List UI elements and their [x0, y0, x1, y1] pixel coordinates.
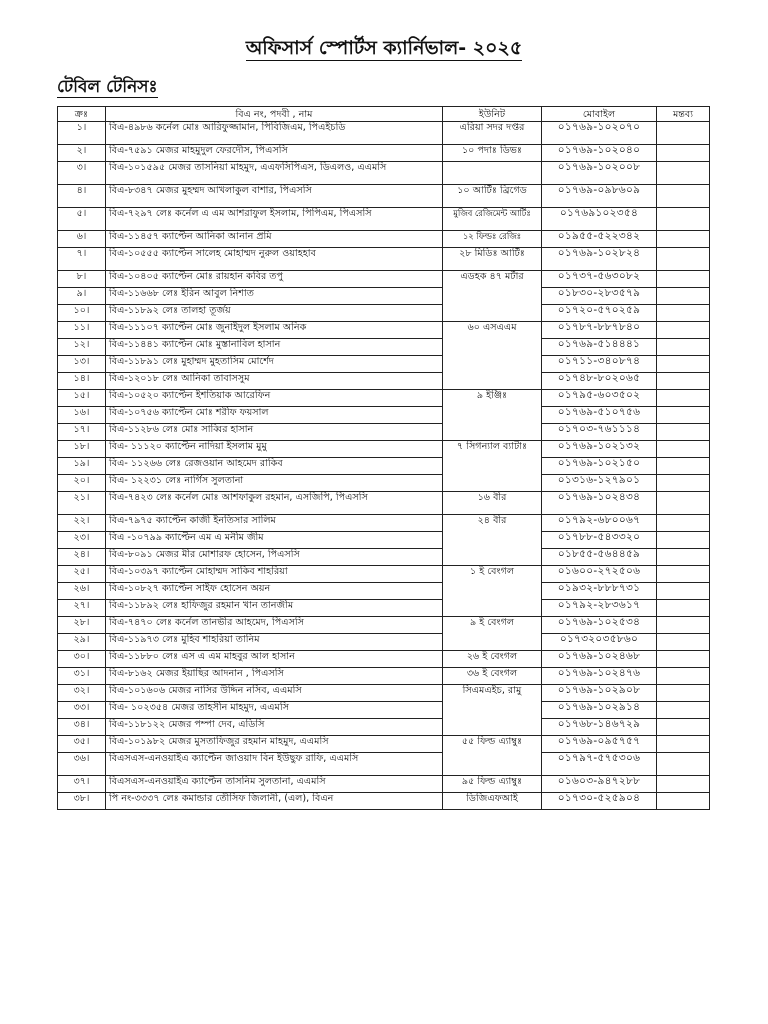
remark-cell [657, 566, 710, 583]
remark-cell [657, 776, 710, 793]
serial-cell: ৩৪। [58, 719, 106, 736]
name-cell: বিএসএস-এনওয়াইএ ক্যাপ্টেন জাওয়াদ বিন ইউছুফ রাফি, এএমসি [106, 753, 443, 776]
participants-table [57, 106, 710, 810]
mobile-cell: ০১৭৬৯-১০২৯১৪ [542, 702, 657, 719]
name-cell: বিএ-১০১৬০৬ মেজর নাসির উদ্দিন নসিব, এএমসি [106, 685, 443, 702]
unit-cell: ১ ই বেংগল [443, 566, 542, 617]
table-row [58, 753, 710, 776]
serial-cell: ১৮। [58, 441, 106, 458]
name-cell: বিএ-৮৩৪৭ মেজর মুহম্মদ আখলাকুল বাশার, পিএসসি [106, 185, 443, 208]
serial-cell: ১৭। [58, 424, 106, 441]
unit-cell: ৯ ই বেংগল [443, 617, 542, 651]
serial-cell: ৪। [58, 185, 106, 208]
table-row [58, 271, 710, 288]
name-cell: বিএ-১১৮৯২ লেঃ তালহা তূর্জয় [106, 305, 443, 322]
mobile-cell: ০১৭৬৯-১০২৪৬৮ [542, 651, 657, 668]
unit-cell: ১২ ফিল্ডঃ রেজিঃ [443, 231, 542, 248]
unit-cell: ১৬ বীর [443, 492, 542, 515]
name-cell: বিএ -১০৭৯৯ ক্যাপ্টেন এম এ মনীম জীম [106, 532, 443, 549]
table-row [58, 492, 710, 515]
name-cell: বিএ- ১২২৩১ লেঃ নার্গিস সুলতানা [106, 475, 443, 492]
mobile-cell: ০১৭৮৭-৮৮৭৮৪০ [542, 322, 657, 339]
name-cell: বিএ-১০১৯৮২ মেজর মুসতাফিজুর রহমান মাহমুদ, এএমসি [106, 736, 443, 753]
serial-cell: ১। [58, 122, 106, 145]
table-row [58, 288, 710, 305]
name-cell: বিএ-১১৪৫৭ ক্যাপ্টেন আনিকা আনান প্রমি [106, 231, 443, 248]
table-row [58, 339, 710, 356]
mobile-cell: ০১৭৬৮-১৪৬৭২৯ [542, 719, 657, 736]
serial-cell: ৯। [58, 288, 106, 305]
table-row [58, 634, 710, 651]
remark-cell [657, 532, 710, 549]
table-row [58, 532, 710, 549]
remark-cell [657, 583, 710, 600]
table-row [58, 702, 710, 719]
table-row [58, 441, 710, 458]
mobile-cell: ০১৬০৩-৯৪৭২৮৮ [542, 776, 657, 793]
table-row [58, 668, 710, 685]
mobile-cell: ০১৭৬৯-১০২০৪০ [542, 145, 657, 162]
remark-cell [657, 288, 710, 305]
mobile-cell: ০১৭৯৫-৬০৩৫০২ [542, 390, 657, 407]
table-row [58, 373, 710, 390]
unit-cell: ১০ পদাঃ ডিভঃ [443, 145, 542, 162]
remark-cell [657, 322, 710, 339]
name-cell: বিএ-১০৫৫৫ ক্যাপ্টেন সালেহ মোহাম্মদ নুরুল ওয়াহহাব [106, 248, 443, 271]
remark-cell [657, 441, 710, 458]
serial-cell: ২১। [58, 492, 106, 515]
name-cell: বিএ-১০৮২৭ ক্যাপ্টেন সাইফ হোসেন অয়ন [106, 583, 443, 600]
remark-cell [657, 305, 710, 322]
unit-cell: ৯৫ ফিল্ড এ্যাম্বুঃ [443, 776, 542, 793]
mobile-cell: ০১৭৬৯-১০২৫৩৪ [542, 617, 657, 634]
table-row [58, 793, 710, 810]
name-cell: বিএ-১১৮১২২ মেজর পম্পা দেব, এডিসি [106, 719, 443, 736]
table-row [58, 685, 710, 702]
table-row [58, 356, 710, 373]
serial-cell: ১৯। [58, 458, 106, 475]
name-cell: বিএ-১০৪০৫ ক্যাপ্টেন মোঃ রায়হান কবির তপু [106, 271, 443, 288]
serial-cell: ২। [58, 145, 106, 162]
serial-cell: ২৪। [58, 549, 106, 566]
name-cell: বিএ-১১৮৯২ লেঃ হাফিজুর রহমান খান তানজীম [106, 600, 443, 617]
remark-cell [657, 162, 710, 185]
remark-cell [657, 492, 710, 515]
unit-cell: এডহক ৪৭ মর্টার [443, 271, 542, 322]
name-cell: বিএ-১১৯৭৩ লেঃ মুহিব শাহরিয়া তানিম [106, 634, 443, 651]
name-cell: বিএ- ১০২৩৫৪ মেজর তাহসীন মাহমুদ, এএমসি [106, 702, 443, 719]
header-mobile: মোবাইল [542, 107, 657, 122]
serial-cell: ২৫। [58, 566, 106, 583]
mobile-cell: ০১৭৬৯-১০২১৩২ [542, 441, 657, 458]
mobile-cell: ০১৭৬৯-১০২৯০৮ [542, 685, 657, 702]
remark-cell [657, 668, 710, 685]
table-row [58, 122, 710, 145]
serial-cell: ১২। [58, 339, 106, 356]
table-row [58, 600, 710, 617]
table-row [58, 515, 710, 532]
serial-cell: ৩৮। [58, 793, 106, 810]
unit-cell: ৬০ এসএএম [443, 322, 542, 390]
mobile-cell: ০১৭৬৯-৫১৪৪৪১ [542, 339, 657, 356]
name-cell: বিএ-১১৮৯১ লেঃ মুহাম্মদ মুহতাসিম মোর্শেদ [106, 356, 443, 373]
mobile-cell: ০১৭৩৭-৫৬৩০৮২ [542, 271, 657, 288]
table-row [58, 617, 710, 634]
mobile-cell: ০১৭৬৯-১০২৮২৪ [542, 248, 657, 271]
name-cell: বিএ-১০৩৯৭ ক্যাপ্টেন মোহাম্মদ সাকিব শাহরিয়া [106, 566, 443, 583]
serial-cell: ৩৬। [58, 753, 106, 776]
remark-cell [657, 600, 710, 617]
serial-cell: ২৩। [58, 532, 106, 549]
unit-cell: এরিয়া সদর দপ্তর [443, 122, 542, 145]
table-row [58, 776, 710, 793]
remark-cell [657, 549, 710, 566]
name-cell: বিএ-১১৪৪১ ক্যাপ্টেন মোঃ মুস্তানাবিল হাসান [106, 339, 443, 356]
mobile-cell: ০১৭৬৯১০২৩৫৪ [542, 208, 657, 231]
serial-cell: ২৯। [58, 634, 106, 651]
mobile-cell: ০১৭২০-৫৭০২৫৯ [542, 305, 657, 322]
mobile-cell: ০১৭৬৯-১০২০০৮ [542, 162, 657, 185]
unit-cell: মুজিব রেজিমেন্ট আর্টিঃ [443, 208, 542, 231]
mobile-cell: ০১৭৮৮-৫৪৩৩২০ [542, 532, 657, 549]
serial-cell: ১৬। [58, 407, 106, 424]
table-row [58, 407, 710, 424]
mobile-cell: ০১৭৯২-৬৮০০৬৭ [542, 515, 657, 532]
table-row [58, 162, 710, 185]
header-serial: ক্রঃ [58, 107, 106, 122]
name-cell: বিএ-১১৮৮০ লেঃ এস এ এম মাহবুর আল হাসান [106, 651, 443, 668]
mobile-cell: ০১৭৩২০৩৫৮৬০ [542, 634, 657, 651]
remark-cell [657, 685, 710, 702]
unit-cell: ২৪ বীর [443, 515, 542, 566]
name-cell: বিএ-১০৭৫৬ ক্যাপ্টেন মোঃ শরীফ ফয়সাল [106, 407, 443, 424]
mobile-cell: ০১৯৩২-৮৮৮৭৩১ [542, 583, 657, 600]
name-cell: বিএ-১০১৫৯৫ মেজর তাসনিয়া মাহমুদ, এএফসিপিএস, ডিএলও, এএমসি [106, 162, 443, 185]
unit-cell: ১০ আর্টিঃ ব্রিগেড [443, 185, 542, 208]
unit-cell: ৯ ইঞ্জিঃ [443, 390, 542, 441]
mobile-cell: ০১৮৩০-২৮৩৫৭৯ [542, 288, 657, 305]
mobile-cell: ০১৭৯২-২৮৩৬১৭ [542, 600, 657, 617]
header-remarks: মন্তব্য [657, 107, 710, 122]
table-row [58, 305, 710, 322]
remark-cell [657, 356, 710, 373]
table-row [58, 145, 710, 162]
table-row [58, 566, 710, 583]
remark-cell [657, 271, 710, 288]
table-row [58, 248, 710, 271]
unit-cell: ২৮ মিডিঃ আর্টিঃ [443, 248, 542, 271]
name-cell: বিএ-১১৬৬৮ লেঃ ইরিন আবুল নিশাত [106, 288, 443, 305]
serial-cell: ৩২। [58, 685, 106, 702]
mobile-cell: ০১৭৬৯-১০২০৭০ [542, 122, 657, 145]
mobile-cell: ০১৭৬৯-৫১০৭৫৬ [542, 407, 657, 424]
remark-cell [657, 407, 710, 424]
table-row [58, 475, 710, 492]
serial-cell: ২৮। [58, 617, 106, 634]
serial-cell: ৩৭। [58, 776, 106, 793]
serial-cell: ১১। [58, 322, 106, 339]
mobile-cell: ০১৭০৩-৭৬১১১৪ [542, 424, 657, 441]
remark-cell [657, 617, 710, 634]
serial-cell: ২৬। [58, 583, 106, 600]
unit-cell: ডিজিএফআই [443, 793, 542, 810]
page-title: অফিসার্স স্পোর্টস ক্যার্নিভাল- ২০২৫ [245, 37, 523, 59]
serial-cell: ৩১। [58, 668, 106, 685]
mobile-cell: ০১৭৯৭-৫৭৫৩০৬ [542, 753, 657, 776]
mobile-cell: ০১৯৫৫-৫২২৩৪২ [542, 231, 657, 248]
mobile-cell: ০১৭৬৯-১০২৪৩৪ [542, 492, 657, 515]
table-row [58, 322, 710, 339]
table-header-row [58, 107, 710, 122]
remark-cell [657, 753, 710, 776]
remark-cell [657, 248, 710, 271]
mobile-cell: ০১৮৫৫-৫৬৪৪৫৯ [542, 549, 657, 566]
serial-cell: ২২। [58, 515, 106, 532]
remark-cell [657, 458, 710, 475]
name-cell: বিএ-৭৪৭০ লেঃ কর্নেল তানভীর আহমেদ, পিএসসি [106, 617, 443, 634]
name-cell: বিএ-১১২৮৬ লেঃ মোঃ সাব্বির হাসান [106, 424, 443, 441]
serial-cell: ২০। [58, 475, 106, 492]
serial-cell: ৬। [58, 231, 106, 248]
serial-cell: ১৪। [58, 373, 106, 390]
mobile-cell: ০১৬০০-২৭২৫০৬ [542, 566, 657, 583]
name-cell: বিএ-৭৪২৩ লেঃ কর্নেল মোঃ আশফাকুল রহমান, এসজিপি, পিএসসি [106, 492, 443, 515]
mobile-cell: ০১৭৬৯-১০২৪৭৬ [542, 668, 657, 685]
serial-cell: ১৫। [58, 390, 106, 407]
mobile-cell: ০১৭৪৮-৮০২০৬৫ [542, 373, 657, 390]
remark-cell [657, 390, 710, 407]
remark-cell [657, 515, 710, 532]
remark-cell [657, 702, 710, 719]
table-body [58, 122, 710, 810]
unit-cell: সিএমএইচ, রামু [443, 685, 542, 736]
unit-cell: ২৬ ই বেংগল [443, 651, 542, 668]
remark-cell [657, 231, 710, 248]
table-row [58, 185, 710, 208]
serial-cell: ৩৫। [58, 736, 106, 753]
serial-cell: ১০। [58, 305, 106, 322]
unit-cell [443, 162, 542, 185]
mobile-cell: ০১৭৬৯-০৯৫৭৫৭ [542, 736, 657, 753]
unit-cell: ৩৬ ই বেংগল [443, 668, 542, 685]
remark-cell [657, 122, 710, 145]
remark-cell [657, 793, 710, 810]
name-cell: বিএ-৭২৯৭ লেঃ কর্নেল এ এম আশরাফুল ইসলাম, পিপিএম, পিএসসি [106, 208, 443, 231]
name-cell: বিএ-১১১০৭ ক্যাপ্টেন মোঃ জুনাইদুল ইসলাম অনিক [106, 322, 443, 339]
table-row [58, 458, 710, 475]
unit-cell: ৭ সিগন্যাল ব্যাটাঃ [443, 441, 542, 492]
serial-cell: ৭। [58, 248, 106, 271]
mobile-cell: ০১৩১৬-১২৭৯০১ [542, 475, 657, 492]
remark-cell [657, 185, 710, 208]
serial-cell: ৩৩। [58, 702, 106, 719]
table-row [58, 424, 710, 441]
serial-cell: ৮। [58, 271, 106, 288]
name-cell: বিএ-৭৫৯১ মেজর মাহমুদুল ফেরদৌস, পিএসসি [106, 145, 443, 162]
name-cell: বিএ-১২০১৮ লেঃ আনিকা তাবাসসুম [106, 373, 443, 390]
name-cell: বিএ-৭৯৭৫ ক্যাপ্টেন কাজী ইনতিসার সালিম [106, 515, 443, 532]
table-row [58, 719, 710, 736]
remark-cell [657, 145, 710, 162]
remark-cell [657, 424, 710, 441]
table-row [58, 736, 710, 753]
remark-cell [657, 719, 710, 736]
remark-cell [657, 339, 710, 356]
table-row [58, 583, 710, 600]
header-name: বিএ নং, পদবী , নাম [106, 107, 443, 122]
header-unit: ইউনিট [443, 107, 542, 122]
remark-cell [657, 736, 710, 753]
name-cell: বিএ- ১১২৬৬ লেঃ রেজওয়ান আহমেদ রাকিব [106, 458, 443, 475]
serial-cell: ৩০। [58, 651, 106, 668]
serial-cell: ৩। [58, 162, 106, 185]
name-cell: বিএ-৮০৯১ মেজর মীর মোশারফ হোসেন, পিএসসি [106, 549, 443, 566]
serial-cell: ৫। [58, 208, 106, 231]
unit-cell: ৫৫ ফিল্ড এ্যাম্বুঃ [443, 736, 542, 776]
name-cell: বিএ-৮১৬২ মেজর ইয়াছির আদনান , পিএসসি [106, 668, 443, 685]
mobile-cell: ০১৭৩০-৫২৫৯০৪ [542, 793, 657, 810]
remark-cell [657, 208, 710, 231]
mobile-cell: ০১৭৬৯-১০২১৫০ [542, 458, 657, 475]
mobile-cell: ০১৭১১-৩৪০৮৭৪ [542, 356, 657, 373]
table-row [58, 208, 710, 231]
serial-cell: ১৩। [58, 356, 106, 373]
remark-cell [657, 373, 710, 390]
serial-cell: ২৭। [58, 600, 106, 617]
table-row [58, 390, 710, 407]
name-cell: বিএসএস-এনওয়াইএ ক্যাপ্টেন তাসনিম সুলতানা, এএমসি [106, 776, 443, 793]
remark-cell [657, 475, 710, 492]
remark-cell [657, 651, 710, 668]
name-cell: বিএ-১০৫২০ ক্যাপ্টেন ইশতিয়াক আরেফিন [106, 390, 443, 407]
table-row [58, 651, 710, 668]
section-heading: টেবিল টেনিসঃ [57, 77, 158, 97]
mobile-cell: ০১৭৬৯-০৯৮৬০৯ [542, 185, 657, 208]
table-row [58, 231, 710, 248]
name-cell: পি নং-৩৩৩৭ লেঃ কমান্ডার তৌসিফ জিলানী, (এল), বিএন [106, 793, 443, 810]
name-cell: বিএ- ১১১২০ ক্যাপ্টেন নাদিয়া ইসলাম মুমু [106, 441, 443, 458]
table-row [58, 549, 710, 566]
remark-cell [657, 634, 710, 651]
name-cell: বিএ-৪৯৮৬ কর্নেল মোঃ আরিফুজ্জামান, পিবিজিএম, পিএইচডি [106, 122, 443, 145]
